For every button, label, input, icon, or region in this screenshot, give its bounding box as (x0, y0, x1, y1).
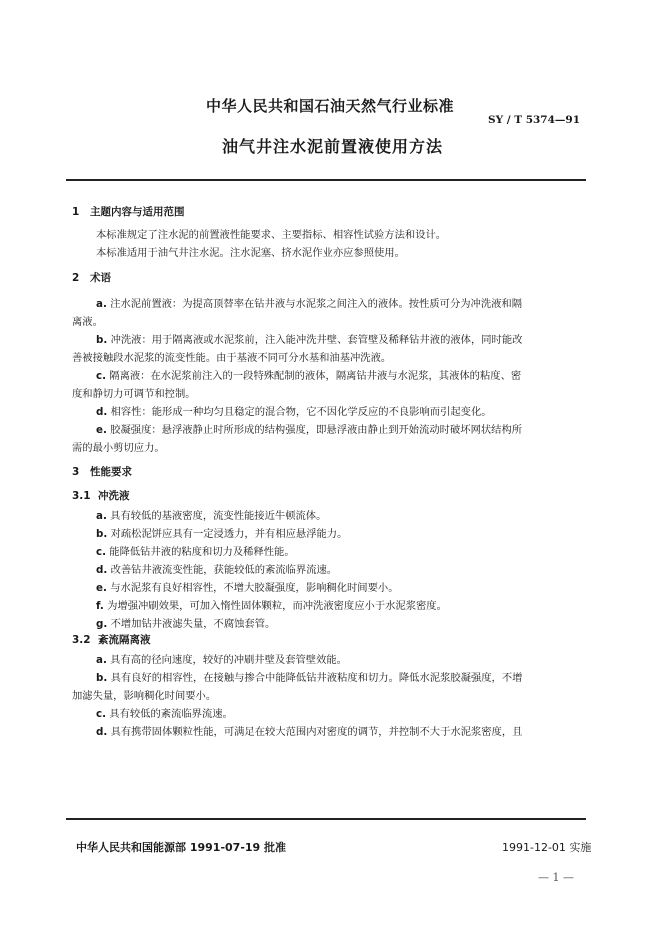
footer-divider (66, 818, 586, 820)
flush-req-f (96, 597, 447, 612)
term-c-mark: c. (96, 370, 107, 382)
term-a-mark: a. (96, 298, 107, 310)
spacer-req-b-line-2: 加滤失量，影响稠化时间要小。 (72, 690, 217, 702)
flush-req-c-mark: c. (96, 546, 107, 558)
flush-req-g-text: 不增加钻井液滤失量，不腐蚀套管。 (110, 618, 276, 630)
flush-req-d-text: 改善钻井液流变性能，获能较低的紊流临界流速。 (110, 564, 338, 576)
flush-req-d-mark: d. (96, 564, 108, 576)
flush-req-d (96, 561, 337, 576)
section-1-title: 主题内容与适用范围 (90, 206, 185, 218)
spacer-req-a-text: 具有高的径向速度，较好的冲刷井壁及套管壁效能。 (110, 654, 347, 666)
flush-req-e-text: 与水泥浆有良好相容性，不增大胶凝强度，影响稠化时间要小。 (110, 582, 399, 594)
flush-req-e-mark: e. (96, 582, 107, 594)
subsection-3-1-title: 冲洗液 (98, 490, 130, 502)
section-2-number: 2 (72, 272, 80, 284)
section-3-heading (72, 464, 132, 479)
subsection-3-1-heading (72, 488, 130, 503)
spacer-req-a (96, 651, 347, 666)
section-1-heading (72, 204, 185, 219)
term-c-text: 隔离液：在水泥浆前注入的一段特殊配制的液体，隔离钻井液与水泥浆，其液体的粘度、密 (109, 370, 522, 382)
flush-req-b-text: 对疏松泥饼应具有一定浸透力，并有相应悬浮能力。 (110, 528, 348, 540)
flush-req-a (96, 507, 326, 522)
term-b-line-1 (96, 331, 522, 346)
flush-req-g-mark: g. (96, 618, 108, 630)
spacer-req-d-mark: d. (96, 726, 108, 738)
term-a-text: 注水泥前置液：为提高顶替率在钻井液与水泥浆之间注入的液体。按性质可分为冲洗液和隔 (110, 298, 523, 310)
term-d-text: 相容性：能形成一种均匀且稳定的混合物，它不因化学反应的不良影响而引起变化。 (110, 406, 492, 418)
standard-code: SY / T 5374—91 (488, 114, 581, 126)
section-1-number: 1 (72, 206, 80, 218)
term-b-line-2: 善被接触段水泥浆的流变性能。由于基液不同可分水基和油基冲洗液。 (72, 352, 392, 364)
spacer-req-b-text: 具有良好的相容性，在接触与掺合中能降低钻井液粘度和切力。降低水泥浆胶凝强度，不增 (110, 672, 523, 684)
flush-req-b-mark: b. (96, 528, 108, 540)
subsection-3-1-number: 3.1 (72, 490, 91, 502)
section-3-title: 性能要求 (90, 466, 132, 478)
spacer-req-d (96, 723, 522, 738)
term-a-line-1 (96, 295, 522, 310)
spacer-req-c-text: 具有较低的紊流临界流速。 (109, 708, 233, 720)
standard-org-heading: 中华人民共和国石油天然气行业标准 (206, 97, 455, 115)
term-d-mark: d. (96, 406, 108, 418)
term-e-line-1 (96, 421, 522, 436)
term-c-line-2: 度和静切力可调节和控制。 (72, 388, 196, 400)
flush-req-a-text: 具有较低的基液密度，流变性能接近牛顿流体。 (110, 510, 327, 522)
flush-req-f-text: 为增强冲刷效果，可加入惰性固体颗粒，而冲洗液密度应小于水泥浆密度。 (107, 600, 447, 612)
spacer-req-c (96, 705, 233, 720)
term-e-mark: e. (96, 424, 107, 436)
term-b-mark: b. (96, 334, 108, 346)
term-e-text: 胶凝强度：悬浮液静止时所形成的结构强度，即悬浮液由静止到开始流动时破坏网状结构所 (110, 424, 523, 436)
header-divider (66, 179, 586, 181)
subsection-3-2-number: 3.2 (72, 634, 91, 646)
flush-req-c (96, 543, 295, 558)
section-1-para-2: 本标准适用于油气井注水泥。注水泥塞、挤水泥作业亦应参照使用。 (96, 247, 405, 259)
subsection-3-2-title: 紊流隔离液 (98, 634, 151, 646)
flush-req-a-mark: a. (96, 510, 107, 522)
flush-req-b (96, 525, 347, 540)
subsection-3-2-heading (72, 632, 151, 647)
section-1-para-1: 本标准规定了注水泥的前置液性能要求、主要指标、相容性试验方法和设计。 (96, 229, 447, 241)
term-e-line-2: 需的最小剪切应力。 (72, 442, 165, 454)
effective-date: 1991-12-01 实施 (502, 841, 592, 854)
term-c-line-1 (96, 367, 521, 382)
term-d-line-1 (96, 403, 492, 418)
spacer-req-b-mark: b. (96, 672, 108, 684)
flush-req-e (96, 579, 399, 594)
section-2-title: 术语 (90, 272, 111, 284)
spacer-req-c-mark: c. (96, 708, 107, 720)
section-3-number: 3 (72, 466, 80, 478)
flush-req-c-text: 能降低钻井液的粘度和切力及稀释性能。 (109, 546, 295, 558)
spacer-req-a-mark: a. (96, 654, 107, 666)
flush-req-f-mark: f. (96, 600, 104, 612)
spacer-req-b-line-1 (96, 669, 522, 684)
spacer-req-d-text: 具有携带固体颗粒性能，可满足在较大范围内对密度的调节，并控制不大于水泥浆密度，且 (110, 726, 523, 738)
document-title: 油气井注水泥前置液使用方法 (222, 137, 444, 156)
term-b-text: 冲洗液：用于隔离液或水泥浆前，注入能冲洗井壁、套管壁及稀释钻井液的液体，同时能改 (110, 334, 523, 346)
section-2-heading (72, 270, 111, 285)
approval-line: 中华人民共和国能源部 1991-07-19 批准 (76, 841, 287, 854)
flush-req-g (96, 615, 275, 630)
term-a-line-2: 离液。 (72, 316, 103, 328)
page-number: — 1 — (538, 871, 574, 884)
